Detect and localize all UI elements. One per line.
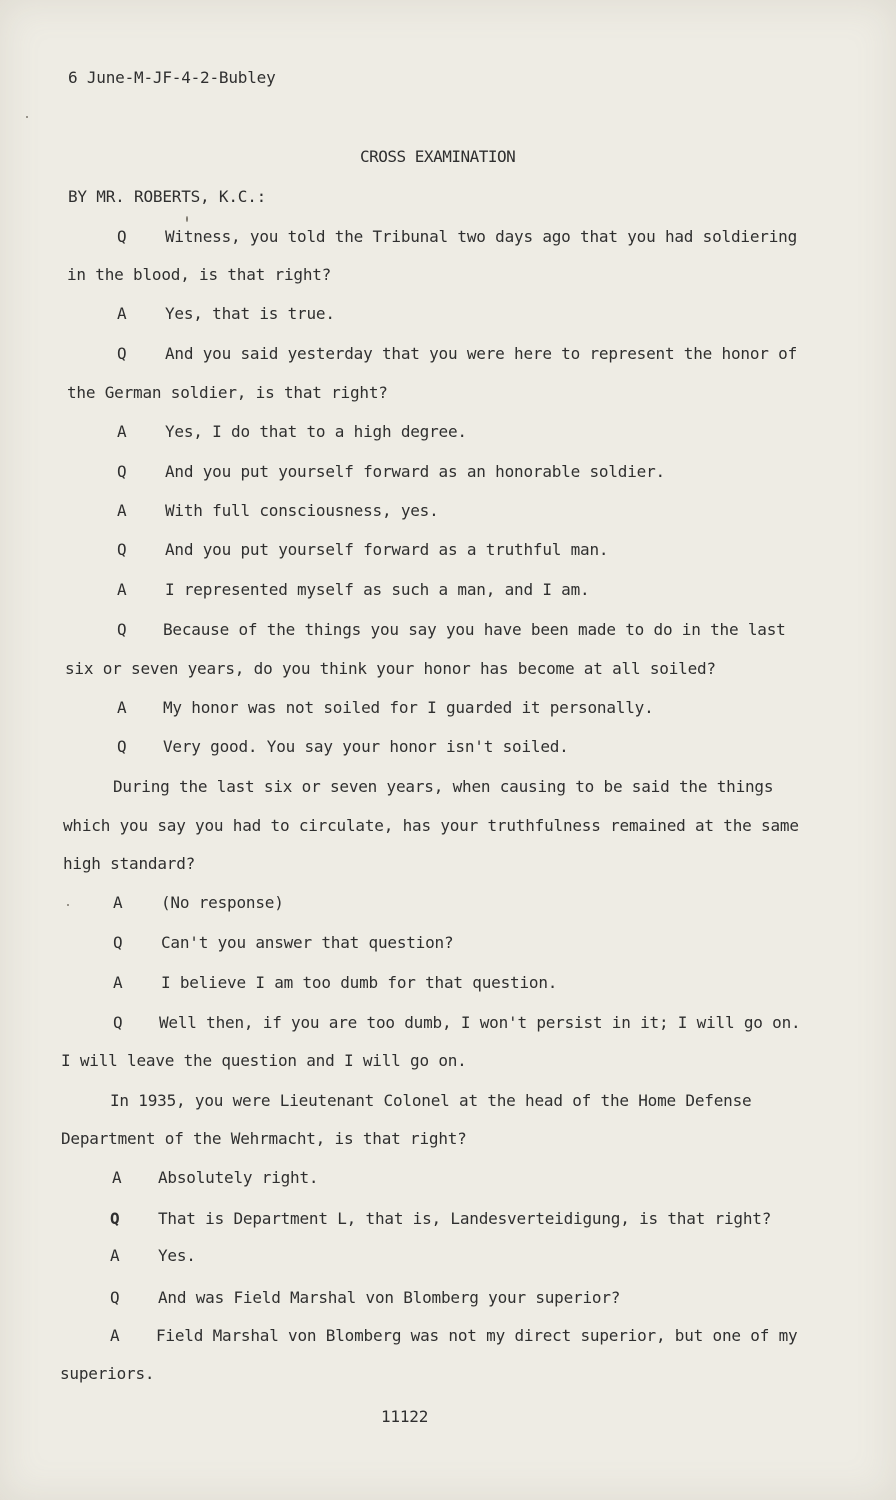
speaker-label-q: Q	[117, 344, 127, 363]
testimony-line: (No response)	[161, 893, 284, 912]
speaker-label-q: Q	[113, 1013, 123, 1032]
speaker-label-a: A	[113, 893, 123, 912]
speaker-label-a: A	[113, 973, 123, 992]
testimony-line: the German soldier, is that right?	[67, 383, 388, 402]
testimony-line: With full consciousness, yes.	[165, 501, 439, 520]
testimony-line: I represented myself as such a man, and I am.	[165, 580, 590, 599]
speaker-label-a: A	[110, 1246, 120, 1265]
speaker-label-q: Q	[117, 737, 127, 756]
speaker-label-a: A	[110, 1326, 120, 1345]
paper-speck	[186, 216, 188, 222]
testimony-line: which you say you had to circulate, has your truthfulness remained at the same	[63, 816, 799, 835]
speaker-label-a: A	[117, 698, 127, 717]
header-reference: 6 June-M-JF-4-2-Bubley	[68, 68, 276, 87]
testimony-line: Department of the Wehrmacht, is that right?	[61, 1129, 467, 1148]
testimony-line: And you put yourself forward as a truthful man.	[165, 540, 609, 559]
testimony-line: Can't you answer that question?	[161, 933, 454, 952]
speaker-label-q: Q	[117, 227, 127, 246]
speaker-label-a: A	[117, 501, 127, 520]
testimony-line: Very good. You say your honor isn't soiled.	[163, 737, 569, 756]
testimony-line: high standard?	[63, 854, 196, 873]
speaker-label-a: A	[117, 304, 127, 323]
examiner-line: BY MR. ROBERTS, K.C.:	[68, 187, 267, 206]
testimony-line: in the blood, is that right?	[67, 265, 332, 284]
speaker-label-q: Q	[110, 1288, 120, 1307]
testimony-line: Because of the things you say you have been made to do in the last	[163, 620, 786, 639]
speaker-label-q: Q	[113, 933, 123, 952]
speaker-label-q: Q	[117, 540, 127, 559]
speaker-label-q: Q	[110, 1209, 120, 1228]
testimony-line: Absolutely right.	[158, 1168, 319, 1187]
testimony-line: And you said yesterday that you were here to represent the honor of	[165, 344, 797, 363]
speaker-label-a: A	[117, 422, 127, 441]
speaker-label-a: A	[117, 580, 127, 599]
page-number: 11122	[381, 1407, 429, 1426]
testimony-line: Yes.	[158, 1246, 196, 1265]
testimony-line: And was Field Marshal von Blomberg your superior?	[158, 1288, 621, 1307]
testimony-line: My honor was not soiled for I guarded it personally.	[163, 698, 654, 717]
testimony-line: Yes, that is true.	[165, 304, 335, 323]
speaker-label-q: Q	[117, 620, 127, 639]
testimony-line: six or seven years, do you think your honor has become at all soiled?	[65, 659, 716, 678]
testimony-line: And you put yourself forward as an honorable soldier.	[165, 462, 665, 481]
speaker-label-a: A	[112, 1168, 122, 1187]
paper-speck	[67, 904, 69, 906]
page-title: CROSS EXAMINATION	[360, 147, 516, 166]
testimony-line: I will leave the question and I will go on.	[61, 1051, 467, 1070]
testimony-line: That is Department L, that is, Landesverteidigung, is that right?	[158, 1209, 772, 1228]
testimony-line: Well then, if you are too dumb, I won't persist in it; I will go on.	[159, 1013, 801, 1032]
testimony-line: Field Marshal von Blomberg was not my direct superior, but one of my	[156, 1326, 798, 1345]
testimony-line: Yes, I do that to a high degree.	[165, 422, 467, 441]
paper-speck	[26, 116, 28, 118]
testimony-line: I believe I am too dumb for that question.	[161, 973, 558, 992]
speaker-label-q: Q	[117, 462, 127, 481]
testimony-line: During the last six or seven years, when causing to be said the things	[113, 777, 774, 796]
testimony-line: superiors.	[60, 1364, 155, 1383]
testimony-line: In 1935, you were Lieutenant Colonel at the head of the Home Defense	[110, 1091, 752, 1110]
testimony-line: Witness, you told the Tribunal two days ago that you had soldiering	[165, 227, 797, 246]
